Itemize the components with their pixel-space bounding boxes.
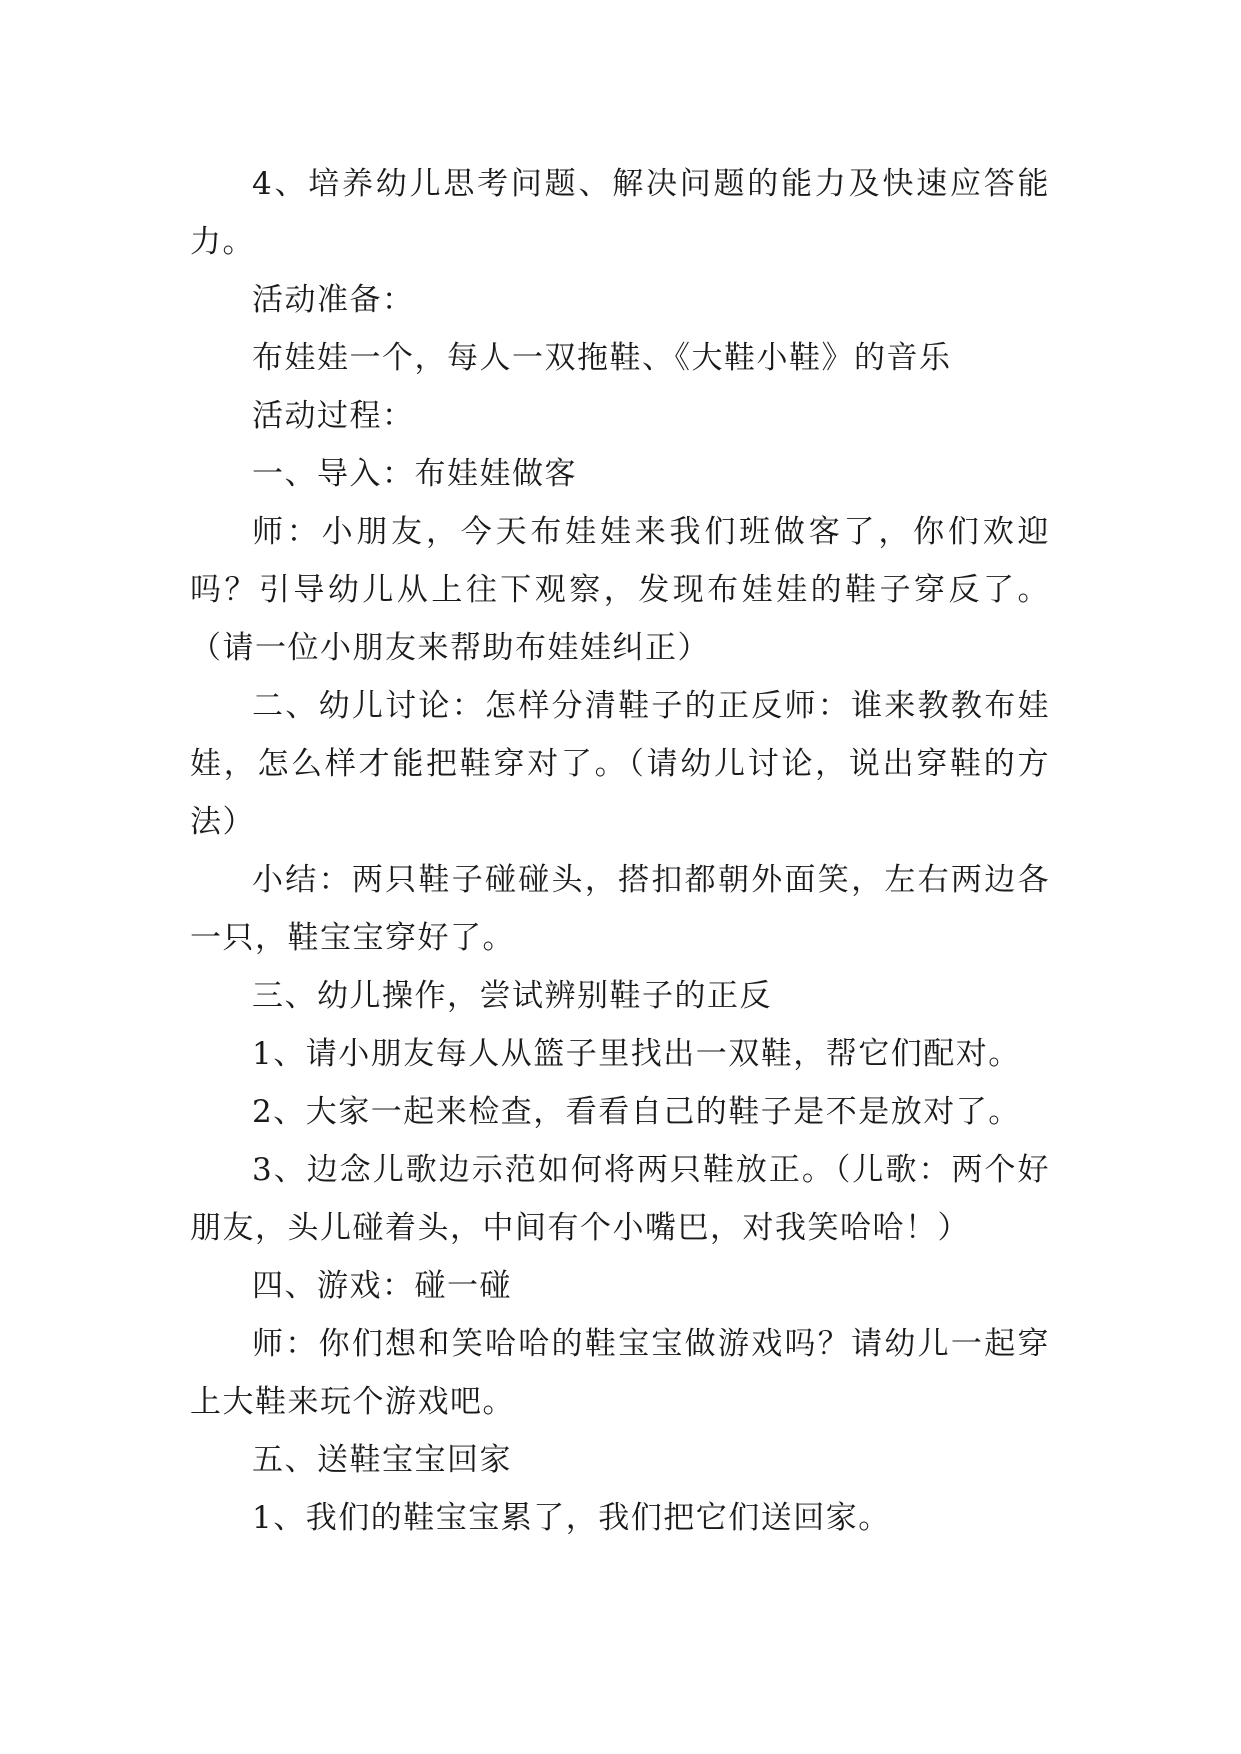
- heading-step-1: 一、导入：布娃娃做客: [252, 456, 577, 492]
- heading-step-5: 五、送鞋宝宝回家: [252, 1442, 512, 1478]
- heading-step-3: 三、幼儿操作，尝试辨别鞋子的正反: [252, 978, 772, 1014]
- heading-activity-process: 活动过程：: [252, 398, 415, 434]
- heading-step-4: 四、游戏：碰一碰: [252, 1268, 512, 1304]
- paragraph-step-5-1: 1、我们的鞋宝宝累了，我们把它们送回家。: [252, 1500, 891, 1536]
- paragraph-step-2: 二、幼儿讨论：怎样分清鞋子的正反师：谁来教教布娃娃，怎么样才能把鞋穿对了。（请幼儿讨论，说出穿鞋的方法）: [190, 688, 1050, 840]
- paragraph-step-3-3: 3、边念儿歌边示范如何将两只鞋放正。（儿歌：两个好朋友，头儿碰着头，中间有个小嘴巴，对我笑哈哈！）: [190, 1152, 1050, 1246]
- paragraph-step-3-2: 2、大家一起来检查，看看自己的鞋子是不是放对了。: [252, 1094, 1021, 1130]
- paragraph-materials: 布娃娃一个，每人一双拖鞋、《大鞋小鞋》的音乐: [252, 340, 952, 376]
- paragraph-goal-4: 4、培养幼儿思考问题、解决问题的能力及快速应答能力。: [190, 166, 1050, 260]
- paragraph-step-4-teacher: 师：你们想和笑哈哈的鞋宝宝做游戏吗？请幼儿一起穿上大鞋来玩个游戏吧。: [190, 1326, 1050, 1420]
- paragraph-step-1-teacher: 师：小朋友，今天布娃娃来我们班做客了，你们欢迎吗？引导幼儿从上往下观察，发现布娃娃的鞋子穿反了。（请一位小朋友来帮助布娃娃纠正）: [190, 514, 1050, 666]
- heading-activity-preparation: 活动准备：: [252, 282, 415, 318]
- document-body: [190, 155, 1050, 1547]
- paragraph-step-3-1: 1、请小朋友每人从篮子里找出一双鞋，帮它们配对。: [252, 1036, 1021, 1072]
- paragraph-summary: 小结：两只鞋子碰碰头，搭扣都朝外面笑，左右两边各一只，鞋宝宝穿好了。: [190, 862, 1050, 956]
